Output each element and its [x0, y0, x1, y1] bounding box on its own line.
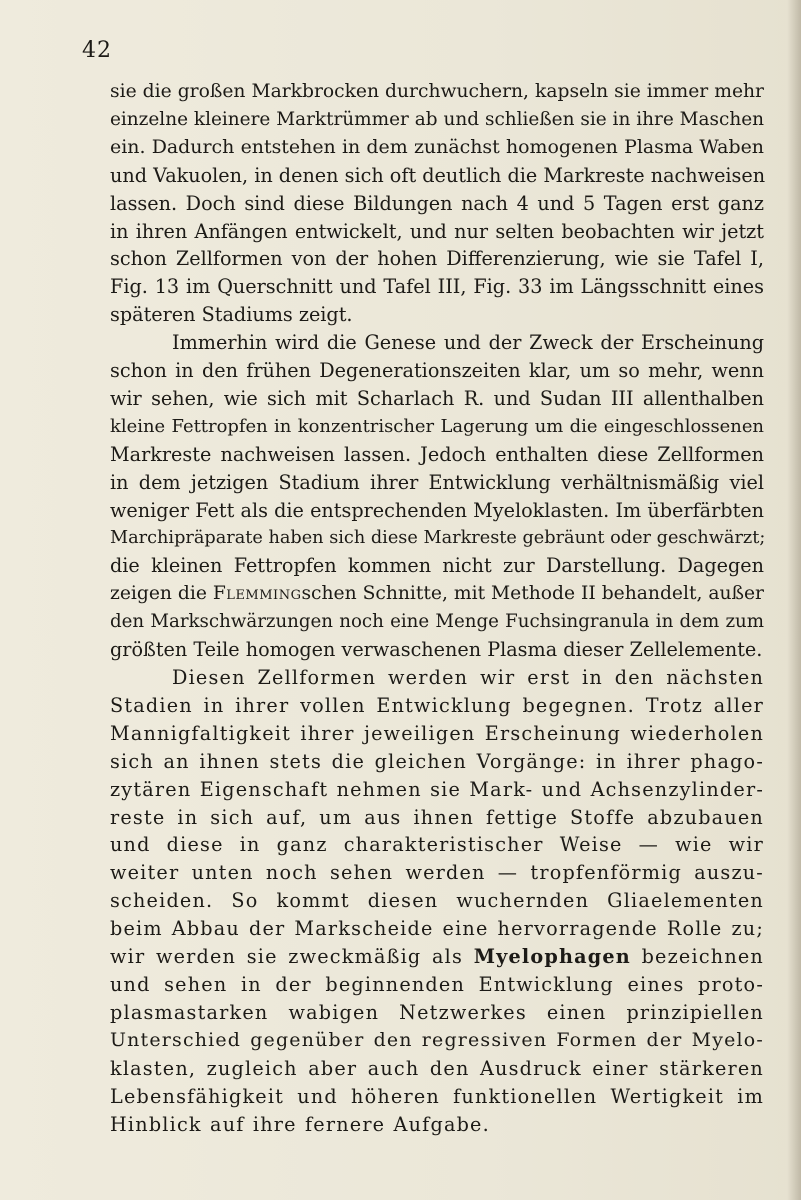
- text-line: in ihren Anfängen entwickelt, und nur selten beobachten wir jetzt: [110, 219, 764, 243]
- text-line: die kleinen Fettropfen kommen nicht zur Darstellung. Dagegen: [110, 554, 764, 578]
- text-line: plasmastarken wabigen Netzwerkes einen prinzipiellen: [110, 1000, 764, 1024]
- text-line: einzelne kleinere Marktrümmer ab und schließen sie in ihre Maschen: [110, 108, 764, 130]
- text-segment: bezeichnen: [630, 945, 764, 969]
- text-line: kleine Fettropfen in konzentrischer Lagerung um die eingeschlossenen: [110, 415, 764, 437]
- text-line: weniger Fett als die entsprechenden Myeloklasten. Im überfärbten: [110, 498, 764, 522]
- text-line: sie die großen Markbrocken durchwuchern, kapseln sie immer mehr: [110, 81, 764, 102]
- paragraph-2: [110, 329, 764, 664]
- text-line-flemming: [110, 580, 764, 608]
- author-name: Flemming: [212, 583, 302, 605]
- text-line: schon in den frühen Degenerationszeiten klar, um so mehr, wenn: [110, 359, 764, 383]
- text-line-myelophagen: [110, 943, 764, 971]
- text-line: Lebensfähigkeit und höheren funktionellen Wertigkeit im: [110, 1084, 764, 1108]
- text-line: Hinblick auf ihre fernere Aufgabe.: [110, 1112, 490, 1136]
- text-line: Unterschied gegenüber den regressiven Formen der Myelo-: [110, 1028, 764, 1051]
- text-line: schon Zellformen von der hohen Differenzierung, wie sie Tafel I,: [110, 247, 764, 271]
- text-line: in dem jetzigen Stadium ihrer Entwicklung verhältnismäßig viel: [110, 470, 764, 494]
- text-segment: schen Schnitte, mit Methode II behandelt, außer: [301, 583, 764, 605]
- text-line: weiter unten noch sehen werden — tropfenförmig auszu-: [110, 861, 764, 885]
- text-line: Diesen Zellformen werden wir erst in den nächsten: [172, 666, 764, 690]
- text-line: größten Teile homogen verwaschenen Plasma dieser Zellelemente.: [110, 638, 763, 662]
- text-line: und sehen in der beginnenden Entwicklung eines proto-: [110, 973, 764, 996]
- text-segment: zeigen die: [110, 583, 213, 605]
- text-line: sich an ihnen stets die gleichen Vorgänge: in ihrer phago-: [110, 749, 764, 773]
- text-line: Marchipräparate haben sich diese Markreste gebräunt oder geschwärzt;: [110, 527, 766, 548]
- text-line: klasten, zugleich aber auch den Ausdruck einer stärkeren: [110, 1056, 764, 1080]
- text-line: reste in sich auf, um aus ihnen fettige Stoffe abzubauen: [110, 805, 764, 829]
- text-line: ein. Dadurch entstehen in dem zunächst homogenen Plasma Waben: [110, 135, 764, 158]
- text-line: Markreste nachweisen lassen. Jedoch enthalten diese Zellformen: [110, 442, 764, 466]
- text-segment: wir werden sie zweckmäßig als: [110, 945, 474, 969]
- text-line: scheiden. So kommt diesen wuchernden Gliaelementen: [110, 889, 764, 913]
- text-line: den Markschwärzungen noch eine Menge Fuchsingranula in dem zum: [110, 611, 764, 633]
- text-line: Immerhin wird die Genese und der Zweck der Erscheinung: [172, 331, 764, 355]
- page-edge-shadow: [787, 0, 801, 1200]
- body-text: [110, 78, 764, 1138]
- text-line: und Vakuolen, in denen sich oft deutlich die Markreste nachweisen: [110, 163, 766, 187]
- paragraph-3: [110, 664, 764, 1138]
- term-myelophagen: Myelophagen: [473, 945, 631, 969]
- page-number: 42: [82, 38, 112, 63]
- text-line: Stadien in ihrer vollen Entwicklung begegnen. Trotz aller: [110, 693, 764, 717]
- text-line: zytären Eigenschaft nehmen sie Mark- und Achsenzylinder-: [110, 777, 764, 801]
- text-line: beim Abbau der Markscheide eine hervorragende Rolle zu;: [110, 917, 764, 941]
- text-line: und diese in ganz charakteristischer Weise — wie wir: [110, 833, 764, 857]
- text-line: Fig. 13 im Querschnitt und Tafel III, Fig. 33 im Längsschnitt eines: [110, 275, 764, 299]
- text-line: wir sehen, wie sich mit Scharlach R. und Sudan III allenthalben: [110, 386, 764, 410]
- text-line: lassen. Doch sind diese Bildungen nach 4 und 5 Tagen erst ganz: [110, 191, 764, 215]
- text-line: Mannigfaltigkeit ihrer jeweiligen Erscheinung wiederholen: [110, 721, 764, 745]
- text-line: späteren Stadiums zeigt.: [110, 303, 353, 327]
- paragraph-1: [110, 78, 764, 329]
